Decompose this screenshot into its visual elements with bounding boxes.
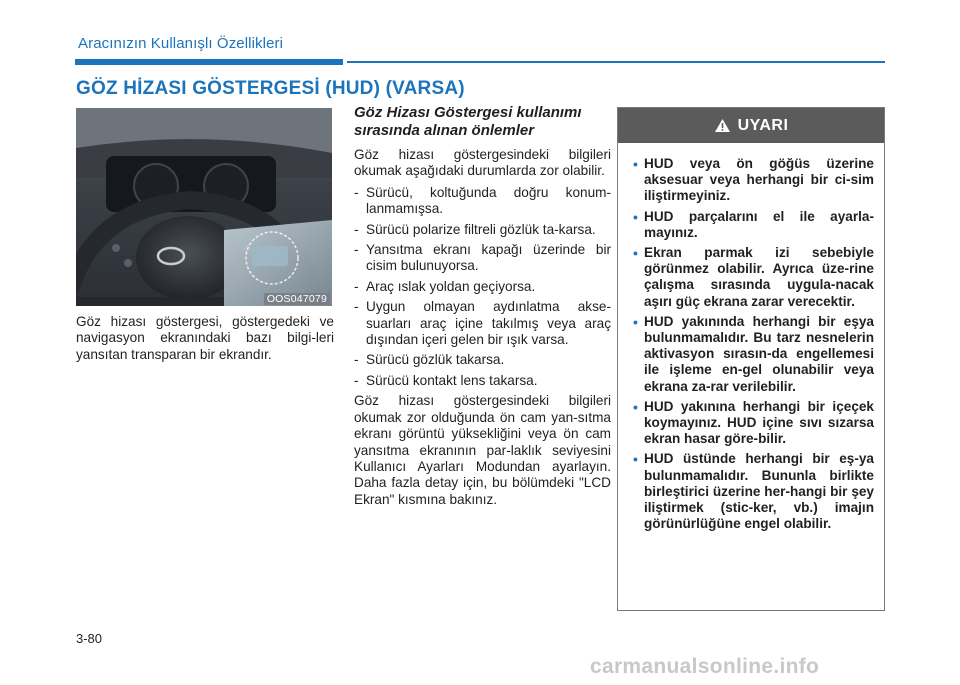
- list-item: • HUD parçalarını el ile ayarla-mayınız.: [633, 208, 874, 240]
- precautions-heading: Göz Hizası Göstergesi kullanımı sırasında alınan önlemler: [354, 104, 582, 139]
- precautions-closing: Göz hizası göstergesindeki bilgileri okumak zor olduğunda ön cam yan-sıtma ekranı görüntü yüksekliğini veya ön cam yansıtma ekranının par-laklık seviyesini Kullanıcı Ayarları Modundan ayarlayın. Daha fazla detay için, bu bölümdeki "LCD Ekran" kısmına bakınız.: [354, 393, 611, 507]
- header-rule-thick: [75, 59, 343, 65]
- list-item: - Sürücü gözlük takarsa.: [354, 352, 505, 368]
- list-item: • HUD yakınına herhangi bir içeçek koymayınız. HUD içine sıvı sızarsa ekran hasar göre-bilir.: [633, 398, 874, 447]
- dashboard-illustration: [76, 108, 332, 306]
- warning-label: UYARI: [737, 116, 789, 134]
- warning-triangle-icon: [714, 118, 731, 133]
- page-number: 3-80: [76, 631, 103, 646]
- section-title: Aracınızın Kullanışlı Özellikleri: [78, 35, 284, 52]
- list-item: • HUD üstünde herhangi bir eş-ya bulunmamalıdır. Bununla birlikte birleştirici üzerine her-hangi bir şey iliştirmek (stic-ker, vb.) imajın görünürlüğüne engel olabilir.: [633, 451, 874, 532]
- header-rule-thin: [347, 61, 885, 63]
- hud-photo: [76, 108, 332, 306]
- warning-list: [618, 143, 884, 532]
- watermark: carmanualsonline.info: [590, 655, 820, 678]
- list-item: - Sürücü polarize filtreli gözlük ta-karsa.: [354, 221, 596, 237]
- precautions-intro: Göz hizası göstergesindeki bilgileri okumak aşağıdaki durumlarda zor olabilir.: [354, 147, 611, 179]
- warning-box: [617, 107, 885, 611]
- warning-header: [618, 108, 884, 143]
- figure-code: OOS047079: [264, 293, 330, 305]
- precautions-column: [354, 104, 611, 513]
- list-item: - Sürücü kontakt lens takarsa.: [354, 372, 538, 388]
- list-item: - Uygun olmayan aydınlatma akse-suarları araç içine takılmış veya araç dışından içeri gelen bir ışık varsa.: [354, 299, 611, 348]
- page-title: GÖZ HİZASI GÖSTERGESİ (HUD) (VARSA): [76, 78, 465, 99]
- list-item: - Sürücü, koltuğunda doğru konum-lanmamışsa.: [354, 184, 611, 217]
- list-item: • HUD yakınında herhangi bir eşya bulunmamalıdır. Bu tarz nesnelerin aktivasyon sırasın-da engellemesi ile işleme en-gel olunabilir veya ekrana za-rar verilebilir.: [633, 313, 874, 394]
- list-item: - Araç ıslak yoldan geçiyorsa.: [354, 278, 536, 294]
- list-item: • Ekran parmak izi sebebiyle görünmez olabilir. Ayrıca üze-rine çalışma sırasında uygula-nacak aşırı güç ekrana zarar verecektir.: [633, 245, 874, 309]
- figure-caption: Göz hizası göstergesi, göstergedeki ve navigasyon ekranındaki bazı bilgi-leri yansıtan transparan bir ekrandır.: [76, 314, 334, 362]
- list-item: • HUD veya ön göğüs üzerine aksesuar veya herhangi bir ci-sim iliştirmeyiniz.: [633, 156, 874, 204]
- list-item: - Yansıtma ekranı kapağı üzerinde bir cisim bulunuyorsa.: [354, 242, 611, 274]
